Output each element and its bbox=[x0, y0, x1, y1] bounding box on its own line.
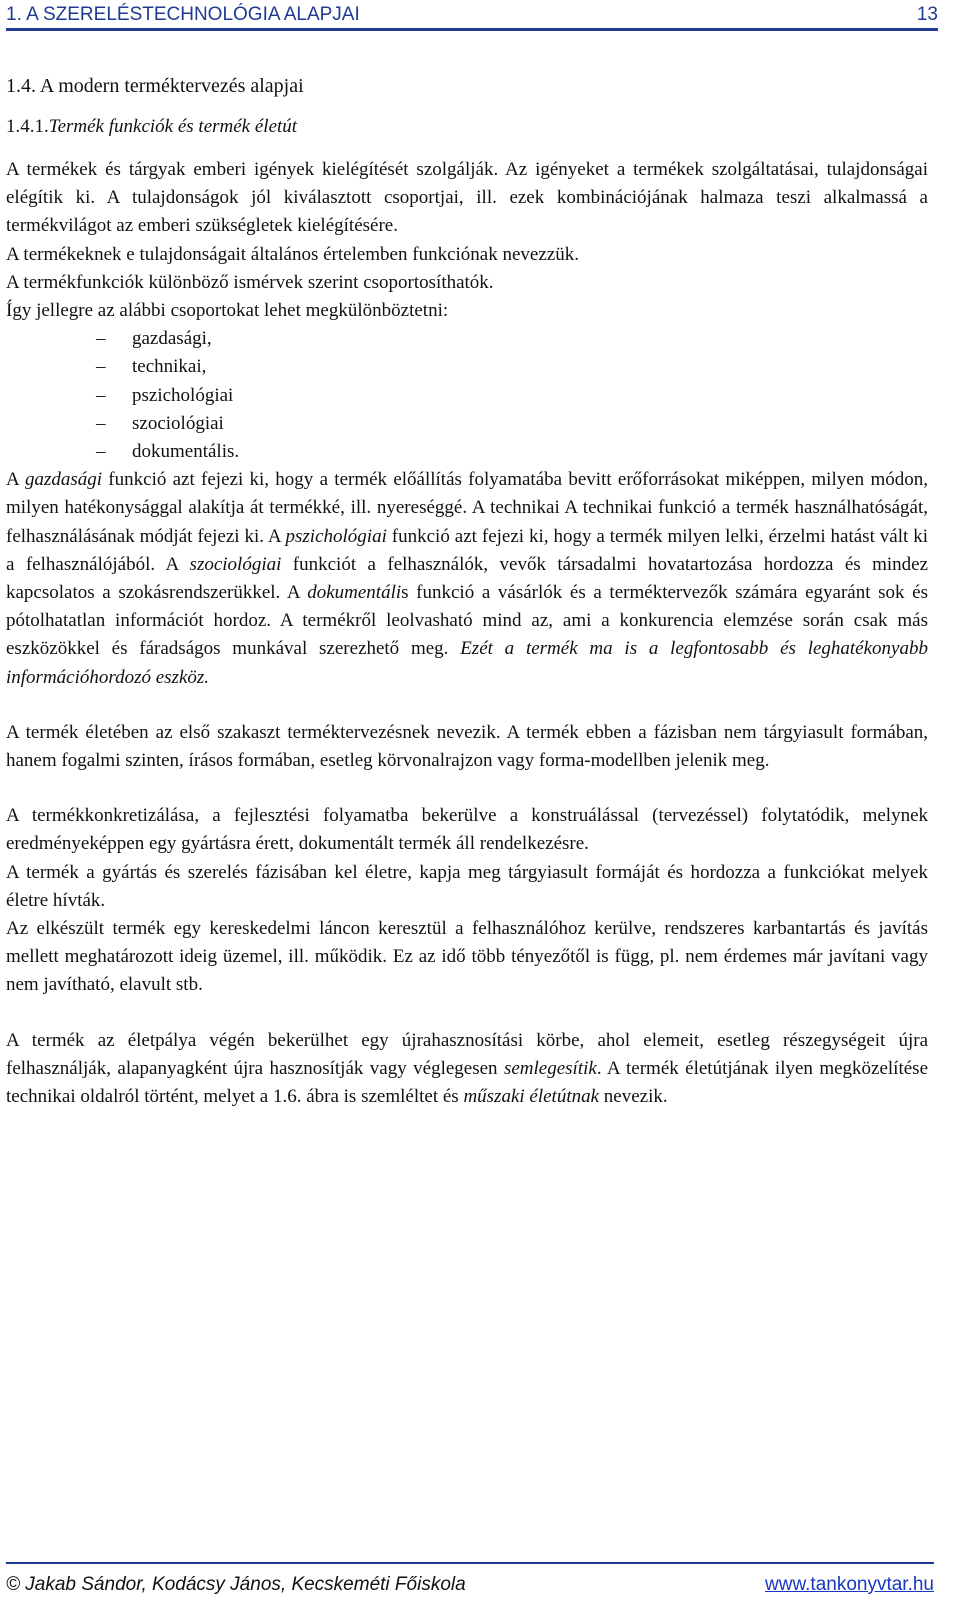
list-item bbox=[6, 353, 928, 381]
functions-paragraph bbox=[6, 466, 928, 692]
page-footer bbox=[6, 1562, 934, 1598]
emphasis-documentary: dokumentáli bbox=[307, 582, 402, 604]
text-run: s funkció a vásárlók és a terméktervezők számára egyaránt sok és pótolhatatlan információt hordoz. A termékről leolvasható mind az, ami a konkurencia elemzése során csak más eszközökkel és fáradságos munkával szerezhető meg. bbox=[6, 582, 928, 660]
life-operation-paragraph: Az elkészült termék egy kereskedelmi láncon keresztül a felhasználóhoz kerülve, rendszeres karbantartás és javítás mellett meghatározott ideig üzemel, ill. működik. Ez az idő több tényezőtől is függ, pl. nem érdemes már javítani vagy nem javítható, elavult stb. bbox=[6, 918, 928, 996]
intro-grouping: A termékfunkciók különböző ismérvek szerint csoportosíthatók. bbox=[6, 271, 494, 293]
emphasis-conclusion: Ezét a termék ma is a legfontosabb és leghatékonyabb információhordozó eszköz. bbox=[6, 638, 928, 688]
dash-bullet: – bbox=[96, 441, 106, 463]
dash-bullet: – bbox=[96, 384, 106, 406]
text-run: nevezik. bbox=[599, 1086, 668, 1108]
intro-list-lead: Így jellegre az alábbi csoportokat lehet megkülönböztetni: bbox=[6, 300, 449, 322]
intro-paragraph: A termékek és tárgyak emberi igények kielégítését szolgálják. Az igényeket a termékek szolgáltatásai, tulajdonságai elégítik ki. A tulajdonságok jól kiválasztott csoportjai, ill. ezek kombinációjának halmaza teszi alkalmassá a termékvilágot az emberi szükségletek kielégítésére. bbox=[6, 159, 928, 237]
list-item-label: gazdasági, bbox=[132, 328, 212, 350]
text-run: . A termék életútjának ilyen megközelítése technikai oldalról történt, melyet a 1.6. ábra is szemléltet és bbox=[6, 1057, 928, 1108]
subsection-heading bbox=[6, 113, 928, 141]
emphasis-economic: gazdasági bbox=[24, 469, 103, 491]
chapter-title: 1. A SZERELÉSTECHNOLÓGIA ALAPJAI bbox=[6, 4, 360, 25]
text-run: funkció azt fejezi ki, hogy a termék milyen lelki, érzelmi hatást vált ki a felhasználójából. A bbox=[6, 525, 929, 575]
text-run: funkciót a felhasználók, vevők társadalmi hovatartozása hordozza és mindez kapcsolatos a szokásrendszerükkel. A bbox=[6, 553, 928, 604]
emphasis-neutralize: semlegesítik bbox=[503, 1057, 597, 1079]
life-end-paragraph bbox=[6, 1027, 928, 1112]
intro-functions-definition: A termékeknek e tulajdonságait általános értelemben funkciónak nevezzük. bbox=[6, 243, 579, 265]
list-item bbox=[6, 382, 928, 410]
life-production-paragraph: A termék a gyártás és szerelés fázisában kel életre, kapja meg tárgyiasult formáját és hordozza a funkciókat melyek életre hívták. bbox=[6, 861, 928, 911]
list-item-label: szociológiai bbox=[132, 412, 224, 434]
dash-bullet: – bbox=[96, 328, 106, 350]
life-concrete-paragraph: A termékkonkretizálása, a fejlesztési folyamatba bekerülve a konstruálással (tervezéssel) folytatódik, melynek eredményeképpen egy gyártásra érett, dokumentált termék áll rendelkezésre. bbox=[6, 805, 928, 855]
subsection-number: 1.4.1. bbox=[6, 116, 49, 137]
subsection-title: Termék funkciók és termék életút bbox=[48, 116, 298, 137]
section-title: A modern terméktervezés alapjai bbox=[39, 75, 304, 97]
page-body bbox=[6, 72, 928, 1111]
text-run: A bbox=[6, 469, 25, 491]
list-item-label: technikai, bbox=[132, 356, 207, 378]
text-run: funkció azt fejezi ki, hogy a termék előállítás folyamatába bevitt erőforrásokat miképpen, milyen módon, milyen hatékonysággal alakítja át termékké, ill. nyereséggé. A technikai A technikai funkció a termék használhatóságát, felhasználásának módját fejezi ki. A bbox=[6, 469, 928, 547]
emphasis-psychological: pszichológiai bbox=[285, 525, 387, 547]
text-run: A termék az életpálya végén bekerülhet egy újrahasznosítási körbe, ahol elemeit, esetleg részegységeit újra felhasználják, alapanyagként újra hasznosítják vagy véglegesen bbox=[6, 1029, 928, 1079]
list-item bbox=[6, 438, 928, 466]
footer-website-link[interactable]: www.tankonyvtar.hu bbox=[765, 1574, 934, 1595]
dash-bullet: – bbox=[96, 356, 106, 378]
list-item-label: dokumentális. bbox=[132, 441, 240, 463]
life-design-paragraph: A termék életében az első szakaszt terméktervezésnek nevezik. A termék ebben a fázisban nem tárgyiasult formában, hanem fogalmi szinten, írásos formában, esetleg körvonalrajzon vagy forma-modellben jelenik meg. bbox=[6, 721, 928, 772]
page-header bbox=[6, 2, 938, 31]
dash-bullet: – bbox=[96, 412, 106, 434]
list-item-label: pszichológiai bbox=[132, 384, 234, 406]
emphasis-sociological: szociológiai bbox=[189, 553, 282, 575]
page-number: 13 bbox=[916, 4, 938, 25]
section-number: 1.4. bbox=[6, 75, 36, 97]
emphasis-technical-lifecycle: műszaki életútnak bbox=[463, 1086, 600, 1108]
footer-authors: © Jakab Sándor, Kodácsy János, Kecskeméti Főiskola bbox=[6, 1574, 466, 1595]
list-item bbox=[6, 410, 928, 438]
function-type-list bbox=[6, 325, 928, 466]
list-item bbox=[6, 325, 928, 353]
section-heading bbox=[6, 72, 928, 100]
